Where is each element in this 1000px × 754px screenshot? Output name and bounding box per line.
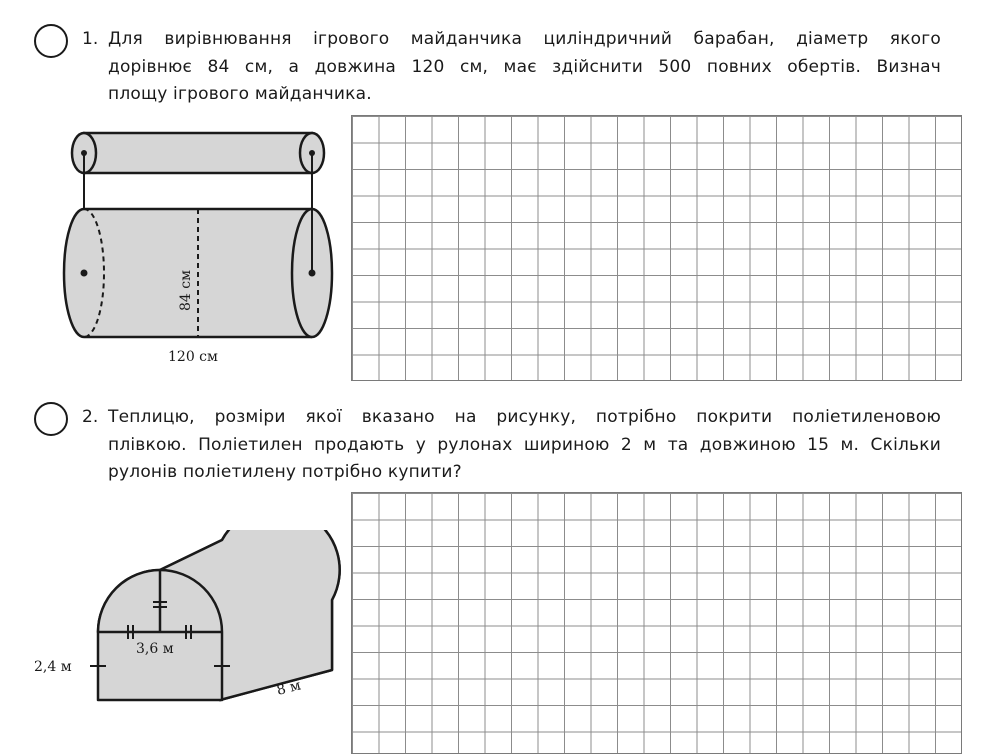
problem-number-2: 2. — [82, 407, 99, 427]
problem-number-1: 1. — [82, 29, 99, 49]
cylinder-roller-figure — [60, 125, 340, 370]
answer-grid-1[interactable] — [351, 115, 962, 381]
problem-text-2-line-1: Теплицю, розміри якої вказано на рисунку, потрібно покрити поліетиленовою — [108, 407, 941, 427]
problem-text-1-line-2: дорівнює 84 см, а довжина 120 см, має здійснити 500 повних обертів. Визнач — [108, 57, 941, 77]
problem-text-1-line-3: площу ігрового майданчика. — [108, 84, 372, 104]
answer-checkbox-2[interactable] — [34, 402, 68, 436]
problem-text-2-line-2: плівкою. Поліетилен продають у рулонах шириною 2 м та довжиною 15 м. Скільки — [108, 435, 941, 455]
small-cylinder-body — [84, 133, 312, 173]
greenhouse-figure — [30, 530, 350, 710]
length-label-2: 8 м — [275, 677, 303, 699]
answer-checkbox-1[interactable] — [34, 24, 68, 58]
problem-text-2-line-3: рулонів поліетилену потрібно купити? — [108, 462, 462, 482]
length-label-1: 120 см — [168, 349, 218, 365]
answer-grid-2[interactable] — [351, 492, 962, 754]
diameter-label: 84 см — [178, 270, 194, 311]
width-label: 3,6 м — [136, 641, 174, 657]
height-label: 2,4 м — [34, 659, 72, 675]
problem-text-1-line-1: Для вирівнювання ігрового майданчика циліндричний барабан, діаметр якого — [108, 29, 941, 49]
